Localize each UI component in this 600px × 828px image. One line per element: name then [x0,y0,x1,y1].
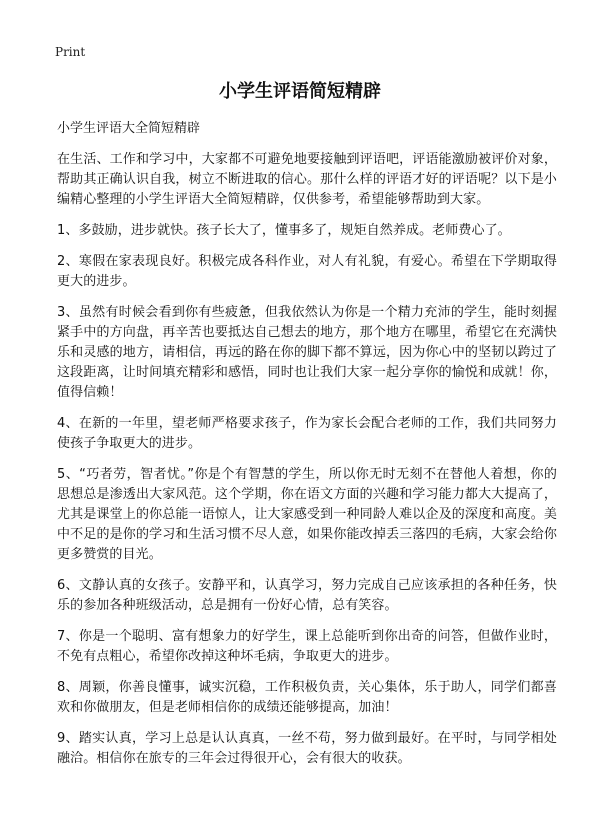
comment-item-2: 2、寒假在家表现良好。积极完成各科作业，对人有礼貌，有爱心。希望在下学期取得更大的进步。 [57,254,557,289]
comment-item-7: 7、你是一个聪明、富有想象力的好学生，课上总能听到你出奇的问答，但做作业时，不免有点粗心，希望你改掉这种坏毛病，争取更大的进步。 [57,629,557,664]
comment-item-3: 3、虽然有时候会看到你有些疲惫，但我依然认为你是一个精力充沛的学生，能时刻握紧手中的方向盘，再辛苦也要抵达自己想去的地方，那个地方在哪里，希望它在充满快乐和灵感的地方，请相信，再远的路在你的脚下都不算远，因为你心中的坚韧以跨过了这段距离，让时间填充精彩和感悟，同时也让我们大家一起分享你的愉悦和成就！你，值得信赖！ [57,305,557,400]
comment-item-9: 9、踏实认真，学习上总是认认真真，一丝不苟，努力做到最好。在平时，与同学相处融洽。相信你在旅专的三年会过得很开心，会有很大的收获。 [57,731,557,766]
comment-item-5: 5、“巧者劳，智者忧。”你是个有智慧的学生，所以你无时无刻不在替他人着想，你的思想总是渗透出大家风范。这个学期，你在语文方面的兴趣和学习能力都大大提高了，尤其是课堂上的你总能一语惊人，让大家感受到一种同龄人难以企及的深度和高度。美中不足的是你的学习和生活习惯不尽人意，如果你能改掉丢三落四的毛病，大家会给你更多赞赏的目光。 [57,467,557,562]
page-title: 小学生评语简短精辟 [219,81,381,102]
comment-item-8: 8、周颖，你善良懂事，诚实沉稳，工作积极负责，关心集体，乐于助人，同学们都喜欢和你做朋友，但是老师相信你的成绩还能够提高，加油！ [57,680,557,715]
comment-item-4: 4、在新的一年里，望老师严格要求孩子，作为家长会配合老师的工作，我们共同努力使孩子争取更大的进步。 [57,416,557,451]
print-link[interactable]: Print [55,45,86,59]
document-body [57,150,557,780]
intro-paragraph: 在生活、工作和学习中，大家都不可避免地要接触到评语吧，评语能激励被评价对象，帮助其正确认识自我，树立不断进取的信心。那什么样的评语才好的评语呢？以下是小编精心整理的小学生评语大全简短精辟，仅供参考，希望能够帮助到大家。 [57,152,557,207]
document-subtitle: 小学生评语大全简短精辟 [57,121,201,136]
comment-item-6: 6、文静认真的女孩子。安静平和，认真学习，努力完成自己应该承担的各种任务，快乐的参加各种班级活动，总是拥有一份好心情，总有笑容。 [57,578,557,613]
comment-item-1: 1、多鼓励，进步就快。孩子长大了，懂事多了，规矩自然养成。老师费心了。 [57,223,511,238]
